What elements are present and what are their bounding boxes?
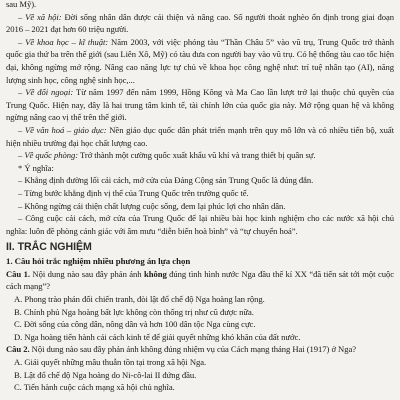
paragraph-culture: [6, 124, 394, 149]
paragraph-continuation: sau Mỹ).: [6, 0, 37, 9]
answer-option: C. Đời sống của công dân, nông dân và hơn 100 dân tộc Nga cùng cực.: [14, 319, 256, 330]
answer-option: B. Lật đổ chế độ Nga hoàng do Ni-cô-lai II đứng đầu.: [14, 369, 197, 380]
paragraph-social: [6, 11, 394, 36]
lead-label: – Về văn hoá – giáo dục:: [18, 124, 107, 135]
question-emphasis: không: [144, 268, 167, 279]
meaning-label: * Ý nghĩa:: [18, 162, 54, 173]
lead-label: – Về đối ngoại:: [18, 87, 74, 98]
question-number: Câu 2.: [6, 344, 30, 355]
paragraph-text: Trở thành một cường quốc xuất khẩu vũ khí và trang thiết bị quân sự.: [78, 150, 316, 161]
paragraph-text: Năm 2003, với việc phóng tàu “Thần Châu 5” vào vũ trụ, Trung Quốc trở thành quốc gia thứ ba trên thế giới (sau Liên Xô, Mỹ) có tàu đưa con người bay vào vũ trụ. Có hệ thống tàu cao tốc hiện đại, không ngừng mở rộng. Nâng cao năng lực tự chủ về khoa học công nghệ như: trí tuệ nhân tạo (AI), năng lượng sinh học, công nghệ sinh học,...: [6, 36, 394, 85]
answer-option: C. Tiến hành cuộc cách mạng xã hội chủ nghĩa.: [14, 382, 175, 393]
answer-option: D. Nga hoàng tiến hành cải cách kinh tế để giải quyết những khó khăn của đất nước.: [14, 331, 301, 342]
meaning-item: – Công cuộc cải cách, mở cửa của Trung Quốc để lại nhiều bài học kinh nghiệm cho các nước xã hội chủ nghĩa: luôn đề phòng cảnh giác với âm mưu “diễn biến hoà bình” và “tự chuyển hoá”.: [6, 213, 394, 236]
section-title: II. TRẮC NGHIỆM: [6, 241, 92, 254]
question-1: [6, 268, 394, 293]
meaning-item: – Khẳng định đường lối cải cách, mở cửa của Đảng Cộng sản Trung Quốc là đúng đắn.: [18, 175, 314, 186]
question-2: [6, 343, 394, 356]
paragraph-foreign: [6, 86, 394, 124]
question-text: đúng tình hình nước Nga đầu thế kỉ XX “đã tiến sát tới một cuộc cách mạng”?: [6, 268, 394, 292]
subsection-title: 1. Câu hỏi trắc nghiệm nhiều phương án lựa chọn: [6, 256, 191, 267]
lead-label: – Về xã hội:: [18, 11, 62, 22]
question-text: Nội dung nào sau đây phản ánh không đúng nhiệm vụ của Cách mạng tháng Hai (1917) ở Nga?: [29, 344, 356, 355]
answer-option: B. Chính phủ Nga hoàng bất lực không còn thống trị như cũ được nữa.: [14, 306, 254, 317]
paragraph-text: Từ năm 1997 đến năm 1999, Hồng Kông và Ma Cao lần lượt trở lại thuộc chủ quyền của Trung Quốc. Hiện nay, đây là hai trung tâm kinh tế, tài chính lớn của quốc gia này. Mở rộng quan hệ và không ngừng nâng cao vị thế trên thế giới.: [6, 87, 394, 123]
paragraph-defense: [6, 149, 394, 162]
paragraph-text: Nền giáo dục quốc dân phát triển mạnh trên quy mô lớn và có nhiều tiến bộ, xuất hiện nhiều trường đại học chất lượng cao.: [6, 124, 394, 148]
meaning-item: – Từng bước khẳng định vị thế của Trung Quốc trên trường quốc tế.: [18, 187, 249, 198]
lead-label: – Về khoa học – kĩ thuật:: [18, 36, 109, 47]
answer-option: A. Giải quyết những mâu thuẫn tồn tại trong xã hội Nga.: [14, 357, 207, 368]
paragraph-science: [6, 36, 394, 86]
question-text: Nội dung nào sau đây phản ánh: [29, 268, 145, 279]
lead-label: – Về quốc phòng:: [18, 150, 79, 161]
meaning-item: – Không ngừng cải thiện chất lượng cuộc sống, đem lại phúc lợi cho nhân dân.: [18, 200, 286, 211]
paragraph-text: Đời sống nhân dân được cải thiện và nâng cao. Số người thoát nghèo ổn định trong giai đoạn 2016 – 2021 đạt hơn 60 triệu người.: [6, 11, 394, 35]
answer-option: A. Phong trào phản đối chiến tranh, đòi lật đổ chế độ Nga hoàng lan rộng.: [14, 294, 265, 305]
question-number: Câu 1.: [6, 268, 30, 279]
